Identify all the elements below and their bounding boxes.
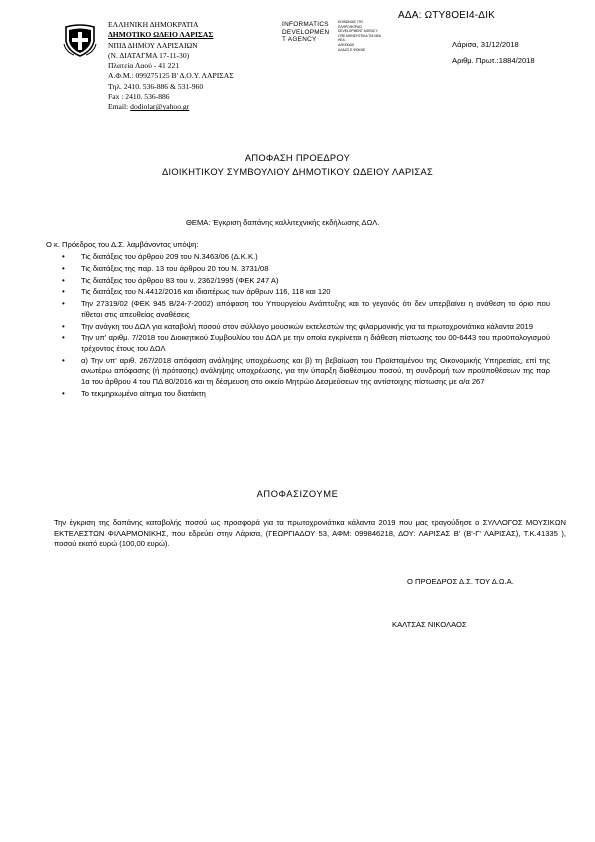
list-item: • Το τεκμηριωμένο αίτημα του διατάκτη: [62, 389, 550, 400]
org-phone: Τηλ. 2410. 536-886 & 531-960: [108, 81, 204, 91]
signatory-role: Ο ΠΡΟΕΔΡΟΣ Δ.Σ. ΤΟΥ Δ.Ω.Α.: [407, 577, 514, 586]
org-line: ΕΛΛΗΝΙΚΗ ΔΗΜΟΚΡΑΤΙΑ: [108, 20, 199, 29]
date-protocol-block: [452, 37, 535, 69]
decision-heading: ΑΠΟΦΑΣΙΖΟΥΜΕ: [256, 489, 339, 499]
list-item: • Τις διατάξεις του άρθρου 209 του Ν.3463/06 (Δ.Κ.Κ.): [62, 252, 550, 263]
list-item: • Τις διατάξεις της παρ. 13 του άρθρου 20 του Ν. 3731/08: [62, 264, 550, 275]
email-link[interactable]: dodiolar@yahoo.gr: [130, 102, 190, 112]
list-item: • Την 27319/02 (ΦΕΚ 945 Β/24-7-2002) απόφαση του Υπουργείου Ανάπτυξης και το γεγονός ότι δεν υπερβαίνει η ανάθεση το όριο που τίθεται στις απευθείας αναθέσεις: [62, 299, 550, 320]
org-name: ΔΗΜΟΤΙΚΟ ΩΔΕΙΟ ΛΑΡΙΣΑΣ: [108, 30, 214, 40]
list-item: • Την υπ' αριθμ. 7/2018 του Διοικητικού Συμβουλίου του ΔΩΛ με την οποία εγκρίνεται η διάθεση πίστωσης του 00-6443 του προϋπολογισμού τρέχοντος έτους του ΔΩΛ: [62, 333, 550, 354]
org-email-line: Email: dodiolar@yahoo.gr: [108, 102, 190, 112]
considerations-list: [62, 252, 550, 400]
decision-text: Την έγκριση της δαπάνης καταβολής ποσού ως προσφορά για τα πρωτοχρονιάτικα κάλαντα 2019 που μας τραγούδησε ο ΣΥΛΛΟΓΟΣ ΜΟΥΣΙΚΩΝ ΕΚΤΕΛΕΣΤΩΝ ΦΙΛΑΡΜΟΝΙΚΗΣ, που εδρεύει στην Λάρισα, (ΓΕΩΡΓΙΑΔΟΥ 53, ΑΦΜ: 099846218, ΔΟΥ: ΛΑΡΙΣΑΣ Β' (Β'-Γ' ΛΑΡΙΣΑΣ), Τ.Κ.41335 ), ποσού εκατό ευρώ (100,00 ευρώ).: [54, 518, 566, 549]
title-line-1: ΑΠΟΦΑΣΗ ΠΡΟΕΔΡΟΥ: [244, 153, 351, 163]
hellenic-republic-emblem-icon: [62, 22, 98, 58]
signatory-name: ΚΑΛΤΣΑΣ ΝΙΚΟΛΑΟΣ: [392, 620, 467, 629]
org-line: (Ν. ΔΙΑΤΑΓΜΑ 17-11-30): [108, 50, 190, 60]
document-title: [0, 151, 595, 179]
org-fax: Fax : 2410. 536-886: [108, 92, 170, 102]
org-tax-id: Α.Φ.Μ.: 099275125 Β' Δ.Ο.Υ. ΛΑΡΙΣΑΣ: [108, 71, 234, 81]
ada-code: ΑΔΑ: ΩΤΥ8ΟΕΙ4-ΔΙΚ: [398, 10, 496, 21]
org-address: Πλατεία Λαού - 41 221: [108, 61, 180, 71]
organization-block: [108, 20, 234, 113]
informatics-agency-logo: INFORMATICS DEVELOPMEN T AGENCY: [282, 21, 330, 44]
org-line: ΝΠΙΔ ΔΗΜΟΥ ΛΑΡΙΣΑΙΩΝ: [108, 40, 198, 50]
title-line-2: ΔΙΟΙΚΗΤΙΚΟΥ ΣΥΜΒΟΥΛΙΟΥ ΔΗΜΟΤΙΚΟΥ ΩΔΕΙΟΥ ΛΑΡΙΣΑΣ: [161, 167, 433, 177]
protocol-number: Αριθμ. Πρωτ.:1884/2018: [452, 56, 535, 65]
list-item: • Τις διατάξεις του Ν.4412/2016 και ιδιαιτέρως των άρθρων 116, 118 και 120: [62, 287, 550, 298]
list-item: • Την ανάγκη του ΔΩΛ για καταβολή ποσού στον σύλλογο μουσικών εκτελεστών της φιλαρμονικής για τα πρωτοχρονιάτικα κάλαντα 2019: [62, 322, 550, 333]
informatics-agency-small-print: ΚΟΙΝΩΝΙΑΣ ΤΗΣ ΠΛΗΡΟΦΟΡΙΑΣ DEVELOPMENT AGENCY ΟΠΕ ΜΗΝΕΥΟΤΙΚΑ ΤΙΑ ΝΕΑ ΗΕΑ ΑΛΚΕΚΑΚΙ ΑΛΑΖΟ Ε ΦΟΚΝΕ: [338, 20, 381, 52]
list-item: • Τις διατάξεις του άρθρου 83 του ν. 2362/1995 (ΦΕΚ 247 Α): [62, 276, 550, 287]
subject-line: ΘΕΜΑ: Έγκριση δαπάνης καλλιτεχνικής εκδήλωσης ΔΩΛ.: [186, 218, 380, 227]
place-date: Λάρισα, 31/12/2018: [452, 40, 519, 49]
list-item: • α) Την υπ' αριθ. 267/2018 απόφαση ανάληψης υποχρέωσης και β) τη βεβαίωση του Προϊσταμένου της Οικονομικής Υπηρεσίας, επί της ανωτέρω απόφασης (ή πρότασης) ανάληψης υποχρέωσης, για την ύπαρξη διαθέσιμου ποσού, τη συνδρομή των προϋποθέσεων της παρ 1α του άρθρου 4 του ΠΔ 80/2016 και τη δέσμευση στο οικείο Μητρώο Δεσμεύσεων της αντίστοιχης πίστωσης με α/α 267: [62, 356, 550, 388]
intro-line: Ο κ. Πρόεδρος του Δ.Σ. λαμβάνοντας υπόψη:: [46, 240, 199, 249]
